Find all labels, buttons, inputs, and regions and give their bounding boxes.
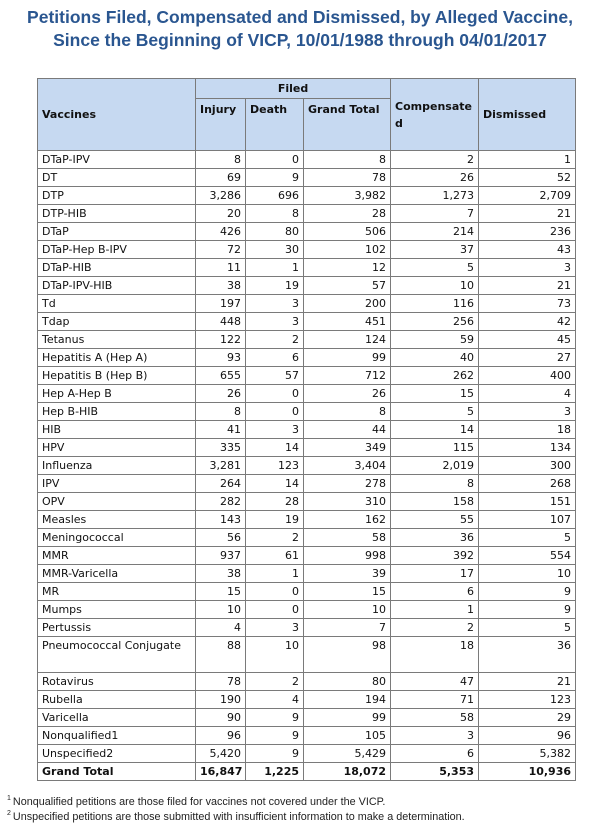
- cell-dismissed: 29: [479, 709, 576, 727]
- cell-dismissed: 134: [479, 439, 576, 457]
- cell-dismissed: 1: [479, 151, 576, 169]
- cell-dismissed: 4: [479, 385, 576, 403]
- cell-dismissed: 52: [479, 169, 576, 187]
- cell-grand-total: 451: [304, 313, 391, 331]
- cell-compensated: 18: [391, 637, 479, 673]
- cell-injury: 93: [196, 349, 246, 367]
- cell-dismissed: 236: [479, 223, 576, 241]
- cell-compensated: 2,019: [391, 457, 479, 475]
- cell-death: 19: [246, 277, 304, 295]
- cell-death: 80: [246, 223, 304, 241]
- cell-grand-total: 102: [304, 241, 391, 259]
- table-row: [38, 331, 576, 349]
- cell-grand-total: 506: [304, 223, 391, 241]
- cell-dismissed: 300: [479, 457, 576, 475]
- cell-injury: 143: [196, 511, 246, 529]
- cell-death: 28: [246, 493, 304, 511]
- cell-death: 14: [246, 439, 304, 457]
- cell-compensated: 8: [391, 475, 479, 493]
- cell-injury: 335: [196, 439, 246, 457]
- cell-compensated: 26: [391, 169, 479, 187]
- cell-compensated: 262: [391, 367, 479, 385]
- header-filed: Filed: [196, 79, 391, 99]
- cell-grand-total: 98: [304, 637, 391, 673]
- cell-dismissed: 123: [479, 691, 576, 709]
- header-death: Death: [246, 99, 304, 151]
- cell-compensated: 3: [391, 727, 479, 745]
- cell-compensated: 59: [391, 331, 479, 349]
- table-row: [38, 349, 576, 367]
- table-row: [38, 223, 576, 241]
- cell-grand-total: 8: [304, 151, 391, 169]
- cell-injury: 3,281: [196, 457, 246, 475]
- cell-injury: 16,847: [196, 763, 246, 781]
- header-vaccines: Vaccines: [38, 79, 196, 151]
- cell-injury: 264: [196, 475, 246, 493]
- table-row: [38, 637, 576, 673]
- grand-total-row: [38, 763, 576, 781]
- cell-compensated: 7: [391, 205, 479, 223]
- cell-compensated: 115: [391, 439, 479, 457]
- cell-vaccine: Rubella: [38, 691, 196, 709]
- cell-injury: 426: [196, 223, 246, 241]
- cell-death: 2: [246, 529, 304, 547]
- cell-death: 3: [246, 619, 304, 637]
- cell-grand-total: 162: [304, 511, 391, 529]
- cell-grand-total: 39: [304, 565, 391, 583]
- title-line-1: Petitions Filed, Compensated and Dismissed, by Alleged Vaccine,: [27, 7, 573, 27]
- cell-compensated: 36: [391, 529, 479, 547]
- cell-compensated: 5: [391, 403, 479, 421]
- table-row: [38, 529, 576, 547]
- cell-compensated: 256: [391, 313, 479, 331]
- cell-compensated: 55: [391, 511, 479, 529]
- table-row: [38, 385, 576, 403]
- cell-injury: 4: [196, 619, 246, 637]
- cell-vaccine: Influenza: [38, 457, 196, 475]
- cell-compensated: 5: [391, 259, 479, 277]
- cell-compensated: 14: [391, 421, 479, 439]
- cell-compensated: 47: [391, 673, 479, 691]
- cell-grand-total: 26: [304, 385, 391, 403]
- cell-dismissed: 42: [479, 313, 576, 331]
- cell-vaccine: HIB: [38, 421, 196, 439]
- cell-vaccine: DTP-HIB: [38, 205, 196, 223]
- cell-dismissed: 21: [479, 277, 576, 295]
- cell-compensated: 6: [391, 745, 479, 763]
- cell-injury: 41: [196, 421, 246, 439]
- cell-dismissed: 268: [479, 475, 576, 493]
- cell-injury: 5,420: [196, 745, 246, 763]
- cell-injury: 38: [196, 277, 246, 295]
- cell-compensated: 58: [391, 709, 479, 727]
- cell-grand-total: 5,429: [304, 745, 391, 763]
- table-row: [38, 583, 576, 601]
- cell-vaccine: Hep B-HIB: [38, 403, 196, 421]
- cell-death: 0: [246, 385, 304, 403]
- cell-compensated: 392: [391, 547, 479, 565]
- cell-grand-total: 99: [304, 709, 391, 727]
- cell-vaccine: DTaP-IPV-HIB: [38, 277, 196, 295]
- cell-grand-total: 349: [304, 439, 391, 457]
- cell-death: 1: [246, 565, 304, 583]
- cell-death: 4: [246, 691, 304, 709]
- cell-compensated: 2: [391, 151, 479, 169]
- cell-dismissed: 10,936: [479, 763, 576, 781]
- cell-death: 0: [246, 151, 304, 169]
- footnote-1-text: Nonqualified petitions are those filed for vaccines not covered under the VICP.: [12, 796, 386, 808]
- cell-vaccine: Td: [38, 295, 196, 313]
- footnote-2-mark: 2: [7, 810, 11, 818]
- cell-death: 30: [246, 241, 304, 259]
- cell-death: 10: [246, 637, 304, 673]
- table-row: [38, 403, 576, 421]
- cell-vaccine: Measles: [38, 511, 196, 529]
- table-row: [38, 241, 576, 259]
- cell-dismissed: 151: [479, 493, 576, 511]
- cell-grand-total: 44: [304, 421, 391, 439]
- cell-grand-total: 712: [304, 367, 391, 385]
- table-row: [38, 421, 576, 439]
- cell-death: 57: [246, 367, 304, 385]
- cell-injury: 122: [196, 331, 246, 349]
- cell-vaccine: Hepatitis B (Hep B): [38, 367, 196, 385]
- cell-dismissed: 18: [479, 421, 576, 439]
- table-row: [38, 367, 576, 385]
- cell-grand-total: 18,072: [304, 763, 391, 781]
- table-row: [38, 727, 576, 745]
- cell-death: 123: [246, 457, 304, 475]
- cell-death: 3: [246, 313, 304, 331]
- cell-injury: 96: [196, 727, 246, 745]
- cell-dismissed: 3: [479, 403, 576, 421]
- cell-grand-total: 58: [304, 529, 391, 547]
- cell-dismissed: 3: [479, 259, 576, 277]
- cell-dismissed: 5: [479, 619, 576, 637]
- vaccine-petitions-table: [37, 78, 576, 781]
- cell-injury: 26: [196, 385, 246, 403]
- header-dismissed: Dismissed: [479, 79, 576, 151]
- cell-vaccine: DT: [38, 169, 196, 187]
- cell-compensated: 2: [391, 619, 479, 637]
- cell-grand-total: 15: [304, 583, 391, 601]
- cell-death: 9: [246, 169, 304, 187]
- cell-grand-total: 3,404: [304, 457, 391, 475]
- header-injury: Injury: [196, 99, 246, 151]
- cell-death: 9: [246, 727, 304, 745]
- cell-vaccine: DTaP: [38, 223, 196, 241]
- footnote-2: [7, 810, 595, 825]
- table-row: [38, 601, 576, 619]
- table-row: [38, 205, 576, 223]
- cell-death: 1,225: [246, 763, 304, 781]
- cell-injury: 72: [196, 241, 246, 259]
- table-row: [38, 259, 576, 277]
- page-title: [0, 6, 600, 52]
- cell-dismissed: 9: [479, 601, 576, 619]
- cell-vaccine: HPV: [38, 439, 196, 457]
- table-row: [38, 277, 576, 295]
- table-row: [38, 439, 576, 457]
- cell-death: 61: [246, 547, 304, 565]
- cell-grand-total: 78: [304, 169, 391, 187]
- cell-injury: 282: [196, 493, 246, 511]
- table-row: [38, 493, 576, 511]
- cell-vaccine: IPV: [38, 475, 196, 493]
- cell-compensated: 71: [391, 691, 479, 709]
- cell-injury: 8: [196, 151, 246, 169]
- table-row: [38, 511, 576, 529]
- cell-vaccine: Varicella: [38, 709, 196, 727]
- cell-injury: 78: [196, 673, 246, 691]
- header-grand-total: Grand Total: [304, 99, 391, 151]
- table-row: [38, 565, 576, 583]
- cell-injury: 56: [196, 529, 246, 547]
- cell-dismissed: 43: [479, 241, 576, 259]
- cell-dismissed: 21: [479, 673, 576, 691]
- cell-grand-total: 105: [304, 727, 391, 745]
- cell-injury: 8: [196, 403, 246, 421]
- cell-injury: 3,286: [196, 187, 246, 205]
- cell-dismissed: 400: [479, 367, 576, 385]
- cell-injury: 15: [196, 583, 246, 601]
- cell-injury: 655: [196, 367, 246, 385]
- cell-injury: 937: [196, 547, 246, 565]
- cell-grand-total: 124: [304, 331, 391, 349]
- table-row: [38, 457, 576, 475]
- cell-dismissed: 10: [479, 565, 576, 583]
- cell-injury: 38: [196, 565, 246, 583]
- cell-death: 9: [246, 709, 304, 727]
- cell-injury: 197: [196, 295, 246, 313]
- table-row: [38, 313, 576, 331]
- footnote-1: [7, 795, 595, 810]
- cell-compensated: 40: [391, 349, 479, 367]
- cell-vaccine: DTP: [38, 187, 196, 205]
- cell-vaccine: Meningococcal: [38, 529, 196, 547]
- cell-injury: 20: [196, 205, 246, 223]
- table-row: [38, 169, 576, 187]
- cell-dismissed: 2,709: [479, 187, 576, 205]
- cell-dismissed: 21: [479, 205, 576, 223]
- cell-compensated: 10: [391, 277, 479, 295]
- cell-vaccine: MR: [38, 583, 196, 601]
- cell-injury: 69: [196, 169, 246, 187]
- cell-compensated: 5,353: [391, 763, 479, 781]
- cell-dismissed: 27: [479, 349, 576, 367]
- cell-vaccine: Grand Total: [38, 763, 196, 781]
- cell-dismissed: 9: [479, 583, 576, 601]
- cell-death: 0: [246, 403, 304, 421]
- cell-vaccine: Mumps: [38, 601, 196, 619]
- cell-death: 0: [246, 583, 304, 601]
- cell-vaccine: Pertussis: [38, 619, 196, 637]
- cell-death: 0: [246, 601, 304, 619]
- cell-compensated: 214: [391, 223, 479, 241]
- cell-vaccine: Pneumococcal Conjugate: [38, 637, 196, 673]
- cell-grand-total: 310: [304, 493, 391, 511]
- cell-death: 14: [246, 475, 304, 493]
- table-row: [38, 709, 576, 727]
- cell-death: 3: [246, 295, 304, 313]
- table-row: [38, 745, 576, 763]
- cell-dismissed: 5,382: [479, 745, 576, 763]
- cell-death: 8: [246, 205, 304, 223]
- footnote-1-mark: 1: [7, 795, 11, 803]
- cell-vaccine: Tdap: [38, 313, 196, 331]
- cell-injury: 90: [196, 709, 246, 727]
- cell-vaccine: Rotavirus: [38, 673, 196, 691]
- table-row: [38, 619, 576, 637]
- cell-grand-total: 7: [304, 619, 391, 637]
- cell-death: 6: [246, 349, 304, 367]
- cell-vaccine: Unspecified2: [38, 745, 196, 763]
- table-row: [38, 547, 576, 565]
- cell-vaccine: DTaP-IPV: [38, 151, 196, 169]
- cell-grand-total: 194: [304, 691, 391, 709]
- footnote-2-text: Unspecified petitions are those submitted with insufficient information to make a determination.: [12, 811, 465, 823]
- table-row: [38, 151, 576, 169]
- table-row: [38, 691, 576, 709]
- cell-dismissed: 554: [479, 547, 576, 565]
- cell-compensated: 1,273: [391, 187, 479, 205]
- cell-compensated: 37: [391, 241, 479, 259]
- cell-dismissed: 5: [479, 529, 576, 547]
- cell-death: 696: [246, 187, 304, 205]
- cell-death: 1: [246, 259, 304, 277]
- cell-grand-total: 8: [304, 403, 391, 421]
- cell-grand-total: 278: [304, 475, 391, 493]
- cell-death: 3: [246, 421, 304, 439]
- cell-grand-total: 200: [304, 295, 391, 313]
- cell-dismissed: 73: [479, 295, 576, 313]
- cell-grand-total: 28: [304, 205, 391, 223]
- cell-compensated: 15: [391, 385, 479, 403]
- cell-death: 2: [246, 673, 304, 691]
- cell-death: 9: [246, 745, 304, 763]
- cell-dismissed: 96: [479, 727, 576, 745]
- cell-compensated: 1: [391, 601, 479, 619]
- table-body: [38, 151, 576, 781]
- cell-compensated: 6: [391, 583, 479, 601]
- cell-death: 2: [246, 331, 304, 349]
- cell-injury: 448: [196, 313, 246, 331]
- table-row: [38, 673, 576, 691]
- table-row: [38, 295, 576, 313]
- cell-compensated: 116: [391, 295, 479, 313]
- cell-dismissed: 107: [479, 511, 576, 529]
- cell-injury: 190: [196, 691, 246, 709]
- cell-vaccine: Tetanus: [38, 331, 196, 349]
- cell-dismissed: 36: [479, 637, 576, 673]
- cell-injury: 88: [196, 637, 246, 673]
- cell-grand-total: 57: [304, 277, 391, 295]
- cell-death: 19: [246, 511, 304, 529]
- cell-compensated: 158: [391, 493, 479, 511]
- cell-injury: 10: [196, 601, 246, 619]
- cell-dismissed: 45: [479, 331, 576, 349]
- table-row: [38, 475, 576, 493]
- cell-vaccine: DTaP-Hep B-IPV: [38, 241, 196, 259]
- cell-vaccine: Nonqualified1: [38, 727, 196, 745]
- cell-grand-total: 80: [304, 673, 391, 691]
- cell-vaccine: Hepatitis A (Hep A): [38, 349, 196, 367]
- cell-grand-total: 10: [304, 601, 391, 619]
- cell-vaccine: DTaP-HIB: [38, 259, 196, 277]
- cell-vaccine: MMR: [38, 547, 196, 565]
- footnotes: [7, 795, 595, 825]
- cell-vaccine: OPV: [38, 493, 196, 511]
- cell-vaccine: MMR-Varicella: [38, 565, 196, 583]
- cell-injury: 11: [196, 259, 246, 277]
- cell-grand-total: 3,982: [304, 187, 391, 205]
- header-compensated: Compensated: [391, 79, 479, 151]
- cell-vaccine: Hep A-Hep B: [38, 385, 196, 403]
- table-row: [38, 187, 576, 205]
- title-line-2: Since the Beginning of VICP, 10/01/1988 through 04/01/2017: [53, 30, 547, 50]
- cell-grand-total: 99: [304, 349, 391, 367]
- cell-grand-total: 998: [304, 547, 391, 565]
- cell-compensated: 17: [391, 565, 479, 583]
- cell-grand-total: 12: [304, 259, 391, 277]
